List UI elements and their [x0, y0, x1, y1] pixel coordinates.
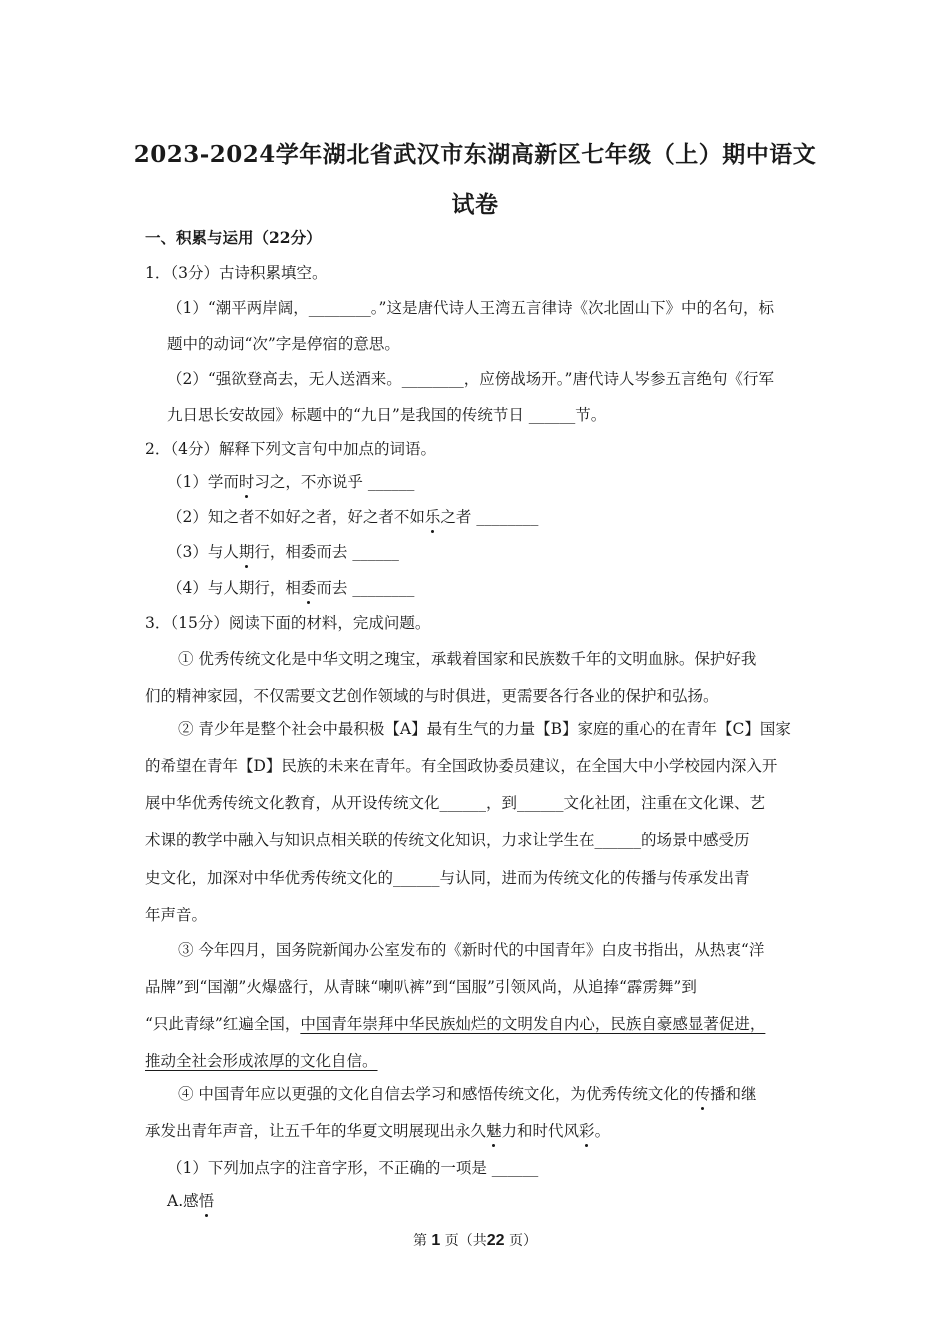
passage-para2-line2: 的希望在青年【D】民族的未来在青年。有全国政协委员建议，在全国大中小学校园内深入开: [145, 757, 778, 775]
passage-para2-line3: 展中华优秀传统文化教育，从开设传统文化______，到______文化社团，注重在文化课、艺: [145, 794, 766, 812]
page-total: 22: [486, 1232, 505, 1249]
passage-para3-line1: ③ 今年四月，国务院新闻办公室发布的《新时代的中国青年》白皮书指出，从热衷“洋: [178, 941, 765, 959]
question-1-part1-line1: （1）“潮平两岸阔，________。”这是唐代诗人王湾五言律诗《次北固山下》中的名句，标: [167, 299, 774, 317]
passage-para2-line4: 术课的教学中融入与知识点相关联的传统文化知识，力求让学生在______的场景中感受历: [145, 831, 750, 849]
exam-title-line2: 试卷: [451, 191, 499, 218]
question-3-stem: 3．（15分）阅读下面的材料，完成问题。: [145, 614, 431, 632]
passage-para3-line4: [145, 1049, 378, 1071]
underlined-sentence: 推动全社会形成浓厚的文化自信。: [145, 1052, 378, 1070]
page-footer: 第 1 页（共22 页）: [412, 1232, 538, 1249]
passage-para1-line2: 们的精神家园，不仅需要文艺创作领域的与时俱进，更需要各行各业的保护和弘扬。: [145, 687, 719, 705]
emphasis-dot-char: 期: [239, 540, 255, 562]
question-2-item3: （3）与人期行，相委而去 ______: [167, 540, 399, 562]
passage-para4-line2: 承发出青年声音，让五千年的华夏文明展现出永久魅力和时代风彩。: [145, 1119, 610, 1141]
emphasis-dot-char: 魅: [486, 1119, 502, 1141]
passage-para2-line6: 年声音。: [145, 906, 208, 924]
section-heading: 一、积累与运用（22分）: [145, 228, 322, 247]
emphasis-dot-char: 委: [301, 576, 317, 598]
passage-para2-line1: ② 青少年是整个社会中最积极【A】最有生气的力量【B】家庭的重心的在青年【C】国家: [178, 720, 791, 738]
page-number: 1: [431, 1232, 441, 1249]
emphasis-dot-char: 彩: [579, 1119, 595, 1141]
question-2-item2: （2）知之者不如好之者，好之者不如乐之者 ________: [167, 505, 538, 527]
emphasis-dot-char: 传: [694, 1082, 710, 1104]
question-1-part1-line2: 题中的动词“次”字是停宿的意思。: [167, 335, 400, 353]
passage-para3-line3: “只此青绿”红遍全国，中国青年崇拜中华民族灿烂的文明发自内心，民族自豪感显著促进，: [145, 1015, 766, 1033]
question-2-item1: （1）学而时习之，不亦说乎 ______: [167, 470, 414, 492]
passage-para3-line2: 品牌”到“国潮”火爆盛行，从青睐“喇叭裤”到“国服”引领风尚，从追捧“霹雳舞”到: [145, 978, 697, 996]
passage-para4-line1: ④ 中国青年应以更强的文化自信去学习和感悟传统文化，为优秀传统文化的传播和继: [178, 1082, 756, 1104]
question-3-option-a: A.感悟: [167, 1189, 214, 1211]
passage-para1-line1: ① 优秀传统文化是中华文明之瑰宝，承载着国家和民族数千年的文明血脉。保护好我: [178, 650, 757, 668]
question-2-item4: （4）与人期行，相委而去 ________: [167, 576, 414, 598]
question-1-stem: 1．（3分）古诗积累填空。: [145, 264, 328, 282]
question-2-stem: 2．（4分）解释下列文言句中加点的词语。: [145, 440, 436, 458]
passage-para2-line5: 史文化，加深对中华优秀传统文化的______与认同，进而为传统文化的传播与传承发出青: [145, 869, 750, 887]
emphasis-dot-char: 悟: [199, 1189, 215, 1211]
question-1-part2-line2: 九日思长安故园》标题中的“九日”是我国的传统节日 ______节。: [167, 406, 607, 424]
question-1-part2-line1: （2）“强欲登高去，无人送酒来。________，应傍战场开。”唐代诗人岑参五言绝句《行军: [167, 370, 774, 388]
exam-title-line1: 2023-2024学年湖北省武汉市东湖高新区七年级（上）期中语文: [133, 141, 817, 168]
emphasis-dot-char: 时: [239, 470, 255, 492]
emphasis-dot-char: 乐: [425, 505, 441, 527]
question-3-sub1: （1）下列加点字的注音字形，不正确的一项是 ______: [167, 1159, 539, 1177]
underlined-sentence: 中国青年崇拜中华民族灿烂的文明发自内心，民族自豪感显著促进，: [300, 1015, 766, 1033]
